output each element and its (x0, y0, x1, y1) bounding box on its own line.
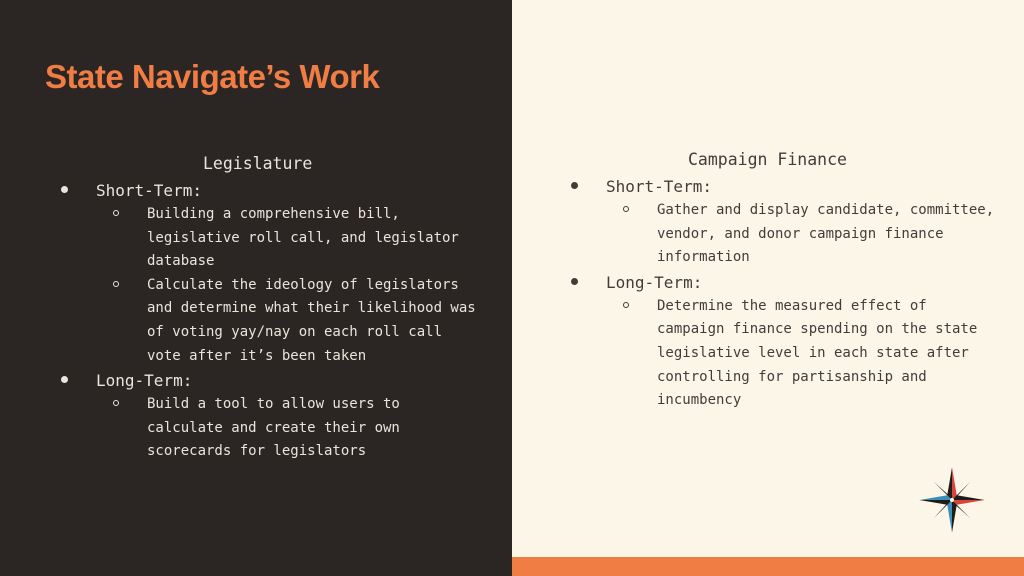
list-item-text: Gather and display candidate, committee, vendor, and donor campaign finance information (657, 202, 995, 266)
list-item (606, 199, 998, 270)
circle-bullet-icon (113, 400, 119, 406)
legislature-list (58, 178, 478, 464)
bullet-icon (571, 182, 578, 189)
list-item (606, 295, 998, 413)
sub-list (606, 295, 998, 413)
campaign-finance-column (568, 148, 998, 413)
bullet-icon (61, 186, 68, 193)
campaign-long-term (568, 270, 998, 413)
section-label: Long-Term: (96, 371, 193, 391)
section-label: Long-Term: (606, 272, 703, 292)
list-item-text: Building a comprehensive bill, legislative roll call, and legislator database (147, 206, 459, 270)
bullet-icon (571, 278, 578, 285)
compass-star-icon (918, 466, 986, 534)
list-item (96, 393, 478, 464)
list-item-text: Calculate the ideology of legislators and determine what their likelihood was of voting yay/nay on each roll call vote after it’s been taken (147, 276, 476, 364)
list-item-text: Determine the measured effect of campaign finance spending on the state legislative level in each state after controlling for partisanship and incumbency (657, 297, 978, 409)
legislature-long-term (58, 368, 478, 464)
section-label: Short-Term: (606, 177, 712, 196)
sub-list (96, 203, 478, 368)
campaign-finance-heading: Campaign Finance (688, 150, 847, 169)
section-label: Short-Term: (96, 181, 202, 200)
circle-bullet-icon (623, 206, 629, 212)
list-item (96, 203, 478, 274)
accent-bar (512, 557, 1024, 576)
circle-bullet-icon (623, 302, 629, 308)
list-item-text: Build a tool to allow users to calculate and create their own scorecards for legislators (147, 396, 400, 460)
circle-bullet-icon (113, 210, 119, 216)
list-item (96, 274, 478, 368)
slide-title: State Navigate’s Work (45, 58, 380, 95)
bullet-icon (61, 376, 68, 383)
legislature-short-term (58, 178, 478, 368)
campaign-short-term (568, 174, 998, 270)
campaign-finance-list (568, 174, 998, 413)
legislature-heading: Legislature (203, 154, 313, 173)
sub-list (96, 393, 478, 464)
sub-list (606, 199, 998, 270)
circle-bullet-icon (113, 281, 119, 287)
legislature-column (58, 152, 478, 464)
